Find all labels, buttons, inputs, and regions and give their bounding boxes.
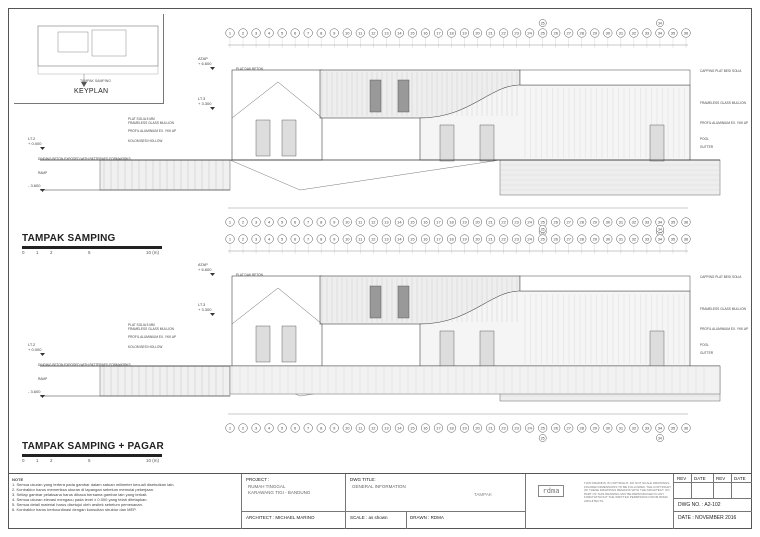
annotation-right: CAPPING PLAT BESI SOLIA	[700, 69, 742, 73]
grid-label-top: 19	[462, 30, 467, 36]
office-cell: THIS DRAWING IS COPYRIGHT. DO NOT SCALE DRAWINGS. FIGURED DIMENSIONS TO BE FOLLOWED. THE COPYRIGHT OF THESE DRAWINGS REMAINS WITH THE ARCHITECT. NO PART OF THIS DRAWING MAY BE REPRODUCED IN ANY FORM WITHOUT THE WRITTEN PERMISSION FROM RDMA ARCHITECTS.	[526, 474, 674, 529]
level-lt2-label: + 0.000	[28, 347, 42, 352]
grid-label-top: 1	[228, 30, 232, 36]
grid-label-bottom: 29	[592, 425, 598, 431]
annotation-right: PROFIL ALUMINIUM EX. YKK AP	[700, 121, 749, 125]
grid-label-bottom: 35	[670, 425, 676, 431]
grid-label-top: 20	[475, 30, 480, 36]
grid-label-top: 25	[540, 30, 545, 36]
grid-label-bottom: 8	[320, 425, 323, 431]
grid-label-top: 18	[449, 236, 454, 242]
grid-label-top: 36	[683, 236, 689, 242]
grid-label-top: 17	[436, 30, 441, 36]
grid-label-top: 22	[501, 30, 506, 36]
annotation-right: POOL	[700, 137, 709, 141]
dwg-title-cell: DWG TITLE: GENERAL INFORMATION TAMPAK SCALE : as shown DRAWN : RDMA	[346, 474, 526, 529]
level-lt3-label: LT.3	[198, 302, 206, 307]
annotation-left: FRAMELESS GLASS MULLION	[128, 327, 174, 331]
grid-label-top: 35	[670, 30, 676, 36]
grid-label-bottom: 35	[670, 219, 676, 225]
scale-bar-1	[22, 246, 162, 249]
grid-label-bottom: 16	[423, 425, 428, 431]
grid-label-top: 28	[579, 236, 584, 242]
grid-label-top: 32	[631, 30, 637, 36]
level-lt2-marker	[40, 353, 45, 356]
grid-label-bottom: 20	[475, 219, 480, 225]
grid-label-top: 34	[657, 236, 663, 242]
grid-label-bottom: 1	[228, 425, 232, 431]
grid-label-bottom: 2	[241, 219, 245, 225]
annotation-right: CAPPING PLAT BESI SOLIA	[700, 275, 742, 279]
annotation-right: FRAMELESS GLASS MULLION	[700, 307, 746, 311]
level-lt3-label: + 3.300	[198, 101, 212, 106]
grid-label-extra-bottom: 25	[540, 436, 545, 441]
grid-label-bottom: 34	[657, 425, 663, 431]
grid-label-top: 30	[605, 236, 611, 242]
grid-label-bottom: 10	[345, 219, 350, 225]
pool-wall	[500, 160, 720, 195]
window-upper	[370, 286, 381, 318]
keyplan-caption: TAMPAK SAMPING	[80, 79, 111, 83]
title-block	[8, 473, 752, 529]
grid-label-bottom: 15	[410, 219, 415, 225]
grid-label-top: 35	[670, 236, 676, 242]
level-lt2-label: LT.2	[28, 342, 36, 347]
annotation-left: PROFIL ALUMINIUM EX. YKK AP	[128, 335, 177, 339]
grid-label-top: 26	[553, 30, 558, 36]
annotation-left: DINDING BETON EXPOSED WITH PATTERNED FORMWORKS	[38, 363, 131, 367]
drawing-number: DWG NO. : A2-102	[678, 502, 721, 508]
grid-label-top: 4	[267, 236, 271, 242]
grid-label-bottom: 9	[333, 425, 336, 431]
level-ground-marker	[40, 395, 45, 398]
grid-label-top: 34	[657, 30, 663, 36]
window-upper	[370, 80, 381, 112]
annotation-left: FRAMELESS GLASS MULLION	[128, 121, 174, 125]
grid-label-top: 27	[566, 30, 571, 36]
level-atap-label: ATAP	[198, 56, 208, 61]
grid-label-bottom: 29	[592, 219, 598, 225]
grid-label-bottom: 7	[307, 219, 310, 225]
level-atap-marker	[210, 273, 215, 276]
grid-label-bottom: 23	[514, 425, 519, 431]
grid-label-top: 29	[592, 30, 598, 36]
grid-label-bottom: 30	[605, 219, 611, 225]
grid-label-top: 36	[683, 30, 689, 36]
level-lt3-label: LT.3	[198, 96, 206, 101]
level-atap-label: + 6.600	[198, 61, 212, 66]
window-lower	[282, 326, 296, 362]
grid-label-top: 21	[488, 30, 493, 36]
grid-label-top: 5	[280, 30, 284, 36]
grid-label-top: 4	[267, 30, 271, 36]
base-wall	[100, 160, 230, 190]
window-upper	[398, 286, 409, 318]
grid-label-bottom: 14	[397, 219, 402, 225]
level-ground-marker	[40, 189, 45, 192]
grid-label-bottom: 5	[280, 219, 284, 225]
grid-label-bottom: 25	[540, 425, 545, 431]
grid-label-bottom: 36	[683, 219, 689, 225]
grid-label-top: 2	[241, 30, 245, 36]
annotation-left: RAMP	[38, 377, 48, 381]
grid-label-bottom: 33	[644, 219, 650, 225]
grid-label-top: 23	[514, 236, 519, 242]
grid-label-top: 26	[553, 236, 558, 242]
keyplan-title: KEYPLAN	[74, 88, 109, 95]
grid-label-bottom: 11	[358, 219, 363, 225]
level-ground-label: - 3.600	[28, 183, 41, 188]
window-lower	[650, 125, 664, 161]
view-title-2: TAMPAK SAMPING + PAGAR	[22, 441, 164, 452]
grid-label-bottom: 24	[527, 425, 532, 431]
fence	[230, 366, 720, 394]
annotation-left: KOLOM BESI HOLLOW	[128, 345, 163, 349]
grid-label-bottom: 6	[294, 425, 297, 431]
grid-label-top: 23	[514, 30, 519, 36]
view-title-1: TAMPAK SAMPING	[22, 233, 116, 244]
grid-label-extra: 34	[657, 21, 662, 26]
annotation-left: KOLOM BESI HOLLOW	[128, 139, 163, 143]
grid-label-bottom: 6	[294, 219, 297, 225]
grid-label-top: 31	[618, 236, 624, 242]
grid-label-bottom: 13	[384, 219, 389, 225]
project-cell: PROJECT : RUMAH TINGGAL KARAWANG TIGI - BANDUNG ARCHITECT : MICHAEL MARINO	[242, 474, 346, 529]
grid-label-top: 9	[333, 30, 336, 36]
annotation-left: PLAT SOLIA 5 MM	[128, 117, 155, 121]
grid-label-top: 19	[462, 236, 467, 242]
grid-label-top: 2	[241, 236, 245, 242]
annotation-right: PROFIL ALUMINIUM EX. YKK AP	[700, 327, 749, 331]
grid-label-bottom: 24	[527, 219, 532, 225]
annotation-left: PROFIL ALUMINIUM EX. YKK AP	[128, 129, 177, 133]
window-lower	[256, 120, 270, 156]
grid-label-bottom: 32	[631, 219, 637, 225]
grid-label-top: 18	[449, 30, 454, 36]
grid-label-bottom: 28	[579, 219, 584, 225]
grid-label-top: 31	[618, 30, 624, 36]
window-lower	[440, 331, 454, 367]
grid-label-top: 30	[605, 30, 611, 36]
office-logo: rdma	[538, 485, 564, 497]
annotation-left: PLAT SOLIA 5 MM	[128, 323, 155, 327]
grid-label-bottom: 23	[514, 219, 519, 225]
grid-label-bottom: 19	[462, 425, 467, 431]
grid-label-extra-bottom: 34	[657, 436, 662, 441]
grid-label-top: 16	[423, 236, 428, 242]
grid-label-bottom: 25	[540, 219, 545, 225]
level-atap-label: ATAP	[198, 262, 208, 267]
grid-label-bottom: 4	[267, 425, 271, 431]
grid-label-top: 11	[358, 30, 363, 36]
grid-label-bottom: 36	[683, 425, 689, 431]
grid-label-bottom: 34	[657, 219, 663, 225]
level-lt3-marker	[210, 313, 215, 316]
grid-label-bottom: 11	[358, 425, 363, 431]
grid-label-bottom: 27	[566, 425, 571, 431]
grid-label-bottom: 10	[345, 425, 350, 431]
volume-left	[232, 276, 322, 366]
grid-label-bottom: 8	[320, 219, 323, 225]
grid-label-bottom: 32	[631, 425, 637, 431]
grid-label-bottom: 12	[371, 219, 376, 225]
grid-label-top: 5	[280, 236, 284, 242]
grid-label-extra: 34	[657, 227, 662, 232]
grid-label-bottom: 12	[371, 425, 376, 431]
grid-label-bottom: 31	[618, 219, 624, 225]
level-lt3-marker	[210, 107, 215, 110]
window-lower	[256, 326, 270, 362]
window-lower	[282, 120, 296, 156]
grid-label-bottom: 16	[423, 219, 428, 225]
grid-label-bottom: 27	[566, 219, 571, 225]
grid-label-top: 33	[644, 236, 650, 242]
grid-label-bottom: 14	[397, 425, 402, 431]
level-atap-marker	[210, 67, 215, 70]
grid-label-bottom: 1	[228, 219, 232, 225]
capping-band	[520, 70, 690, 85]
grid-label-bottom: 9	[333, 219, 336, 225]
drawing-date: DATE : NOVEMBER 2016	[678, 515, 737, 521]
grid-label-top: 6	[294, 30, 297, 36]
grid-label-extra: 25	[540, 227, 545, 232]
grid-label-bottom: 7	[307, 425, 310, 431]
grid-label-bottom: 21	[488, 425, 493, 431]
grid-label-top: 10	[345, 236, 350, 242]
level-atap-label: + 6.600	[198, 267, 212, 272]
grid-label-top: 20	[475, 236, 480, 242]
window-lower	[480, 125, 494, 161]
grid-label-top: 13	[384, 236, 389, 242]
annotation-left: PLAT DAK BETON	[236, 67, 263, 71]
grid-label-bottom: 13	[384, 425, 389, 431]
notes-cell: NOTE 1. Semua ukuran yang tertera pada gambar dalam satuan milimeter kecuali disebutkan lain. 2. Kontraktor harus memeriksa ukuran di lapangan sebelum memulai pekerjaan. 3. Setiap gambar pelaksana harus dibaca bersama gambar lain yang terkait. 4. Semua ukuran elevasi mengacu pada level ± 0.000 yang telah ditetapkan. 5. Semua detail material harus disetujui oleh arsitek sebelum pemesanan. 6. Kontraktor harus berkoordinasi dengan konsultan struktur dan MEP.	[8, 474, 242, 529]
grid-label-bottom: 31	[618, 425, 624, 431]
level-lt2-label: LT.2	[28, 136, 36, 141]
grid-label-top: 29	[592, 236, 598, 242]
grid-label-top: 10	[345, 30, 350, 36]
volume-left	[232, 70, 322, 160]
grid-label-bottom: 26	[553, 219, 558, 225]
grid-label-top: 6	[294, 236, 297, 242]
grid-label-top: 24	[527, 236, 532, 242]
grid-label-top: 9	[333, 236, 336, 242]
grid-label-top: 33	[644, 30, 650, 36]
grid-label-top: 27	[566, 236, 571, 242]
grid-label-top: 24	[527, 30, 532, 36]
grid-label-bottom: 30	[605, 425, 611, 431]
grid-label-top: 12	[371, 236, 376, 242]
grid-label-top: 7	[307, 30, 310, 36]
grid-label-bottom: 26	[553, 425, 558, 431]
grid-label-top: 7	[307, 236, 310, 242]
grid-label-top: 8	[320, 236, 323, 242]
grid-label-extra: 25	[540, 21, 545, 26]
grid-label-top: 8	[320, 30, 323, 36]
grid-label-top: 3	[254, 30, 258, 36]
grid-label-bottom: 2	[241, 425, 245, 431]
grid-label-top: 1	[228, 236, 232, 242]
window-upper	[398, 80, 409, 112]
grid-label-top: 12	[371, 30, 376, 36]
level-lt3-label: + 3.300	[198, 307, 212, 312]
grid-label-top: 15	[410, 236, 415, 242]
annotation-right: GUTTER	[700, 351, 714, 355]
grid-label-top: 3	[254, 236, 258, 242]
grid-label-bottom: 3	[254, 219, 258, 225]
annotation-right: POOL	[700, 343, 709, 347]
level-ground-label: - 3.600	[28, 389, 41, 394]
window-lower	[650, 331, 664, 367]
grid-label-bottom: 17	[436, 219, 441, 225]
ramp-line	[230, 160, 500, 190]
grid-label-top: 14	[397, 30, 402, 36]
grid-label-bottom: 18	[449, 219, 454, 225]
annotation-right: FRAMELESS GLASS MULLION	[700, 101, 746, 105]
grid-label-top: 17	[436, 236, 441, 242]
grid-label-bottom: 33	[644, 425, 650, 431]
window-lower	[440, 125, 454, 161]
grid-label-top: 25	[540, 236, 545, 242]
grid-label-bottom: 3	[254, 425, 258, 431]
scale-bar-2	[22, 454, 162, 457]
grid-label-bottom: 5	[280, 425, 284, 431]
annotation-right: GUTTER	[700, 145, 714, 149]
grid-label-bottom: 15	[410, 425, 415, 431]
annotation-left: RAMP	[38, 171, 48, 175]
grid-label-bottom: 21	[488, 219, 493, 225]
annotation-left: DINDING BETON EXPOSED WITH PATTERNED FORMWORKS	[38, 157, 131, 161]
grid-label-bottom: 4	[267, 219, 271, 225]
grid-label-top: 13	[384, 30, 389, 36]
level-lt2-marker	[40, 147, 45, 150]
grid-label-top: 28	[579, 30, 584, 36]
grid-label-bottom: 17	[436, 425, 441, 431]
grid-label-top: 14	[397, 236, 402, 242]
level-lt2-label: + 0.000	[28, 141, 42, 146]
grid-label-bottom: 18	[449, 425, 454, 431]
grid-label-bottom: 28	[579, 425, 584, 431]
capping-band	[520, 276, 690, 291]
grid-label-bottom: 20	[475, 425, 480, 431]
grid-label-top: 32	[631, 236, 637, 242]
annotation-left: PLAT DAK BETON	[236, 273, 263, 277]
grid-label-bottom: 22	[501, 219, 506, 225]
grid-label-bottom: 22	[501, 425, 506, 431]
grid-label-bottom: 19	[462, 219, 467, 225]
revision-cell: REV DATE REV DATE DWG NO. : A2-102 DATE : NOVEMBER 2016	[674, 474, 752, 529]
grid-label-top: 22	[501, 236, 506, 242]
grid-label-top: 21	[488, 236, 493, 242]
grid-label-top: 11	[358, 236, 363, 242]
grid-label-top: 16	[423, 30, 428, 36]
grid-label-top: 15	[410, 30, 415, 36]
base-wall	[100, 366, 230, 396]
window-lower	[480, 331, 494, 367]
